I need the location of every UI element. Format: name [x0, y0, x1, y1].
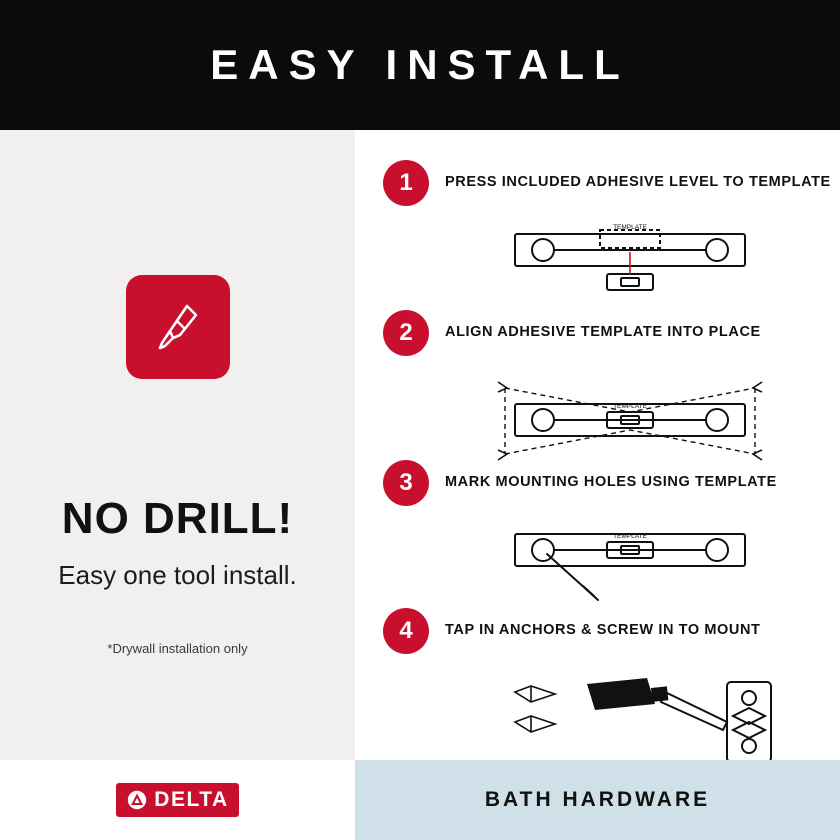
step-4-number: 4	[383, 608, 429, 654]
step-2-template-label: TEMPLATE	[613, 403, 647, 410]
step-3-illustration	[355, 512, 840, 617]
page-title: EASY INSTALL	[210, 41, 630, 88]
footer-brand-area	[0, 760, 355, 840]
footer-category-area	[355, 760, 840, 840]
step-1-template-label: TEMPLATE	[613, 224, 647, 231]
step-1-illustration	[355, 212, 840, 312]
step-4-header	[355, 608, 840, 654]
step-2-illustration	[355, 362, 840, 472]
step-1-number: 1	[383, 160, 429, 206]
left-panel	[0, 130, 355, 760]
step-4-illustration	[355, 660, 840, 775]
step-3-header	[355, 460, 840, 506]
step-2-header	[355, 310, 840, 356]
anchor-icons	[515, 686, 555, 732]
mounting-bracket	[727, 682, 771, 762]
step-3	[355, 460, 840, 617]
step-2-label: ALIGN ADHESIVE TEMPLATE INTO PLACE	[445, 324, 761, 341]
screwdriver-illustration	[587, 678, 727, 730]
step-2-number: 2	[383, 310, 429, 356]
header-banner	[0, 0, 840, 130]
category-label: BATH HARDWARE	[484, 788, 711, 811]
left-headline: NO DRILL!	[61, 494, 294, 543]
step-4-label: TAP IN ANCHORS & SCREW IN TO MOUNT	[445, 622, 761, 639]
screwdriver-icon	[146, 295, 210, 359]
step-3-label: MARK MOUNTING HOLES USING TEMPLATE	[445, 474, 777, 491]
step-3-number: 3	[383, 460, 429, 506]
delta-logo	[116, 783, 238, 817]
delta-triangle-icon	[126, 790, 148, 810]
tool-badge	[126, 275, 230, 379]
left-subheadline: Easy one tool install.	[58, 560, 297, 590]
steps-panel	[355, 130, 840, 760]
step-2	[355, 310, 840, 472]
left-disclaimer: *Drywall installation only	[107, 641, 248, 656]
brand-name: DELTA	[154, 788, 229, 811]
step-3-template-label: TEMPLATE	[613, 533, 647, 540]
step-4	[355, 608, 840, 775]
step-1-label: PRESS INCLUDED ADHESIVE LEVEL TO TEMPLATE	[445, 174, 831, 191]
step-1	[355, 160, 840, 312]
step-1-header	[355, 160, 840, 206]
